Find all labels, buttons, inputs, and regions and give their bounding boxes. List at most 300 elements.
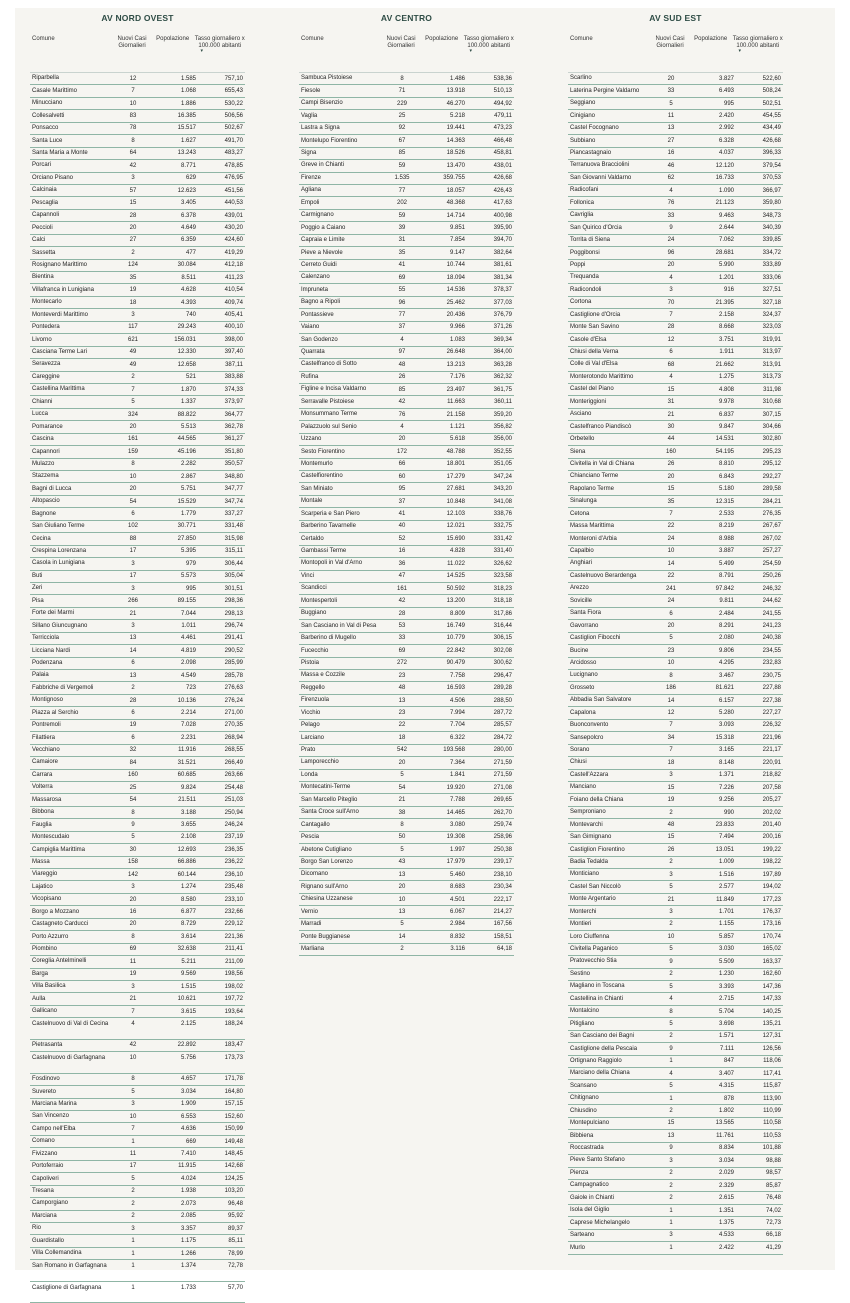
cell-nuovi-casi: 35 — [129, 274, 137, 281]
cell-popolazione: 9.851 — [449, 224, 465, 231]
cell-nuovi-casi: 3 — [669, 871, 673, 878]
cell-tasso: 236,22 — [224, 859, 243, 866]
cell-nuovi-casi: 3 — [131, 585, 135, 592]
cell-nuovi-casi: 17 — [129, 548, 137, 555]
cell-comune: Vernio — [301, 908, 319, 915]
cell-tasso: 483,27 — [224, 150, 243, 157]
cell-nuovi-casi: 35 — [667, 498, 675, 505]
table-row — [30, 272, 245, 284]
cell-comune: Lajatico — [32, 883, 53, 890]
cell-comune: San Giovanni Valdarno — [570, 174, 632, 181]
cell-comune: Gaiole in Chianti — [570, 1194, 615, 1201]
cell-popolazione: 4.636 — [180, 1126, 196, 1133]
cell-comune: Arcidosso — [570, 659, 597, 666]
cell-comune: Capalona — [570, 709, 596, 716]
cell-nuovi-casi: 69 — [129, 946, 137, 953]
cell-comune: Campagnatico — [570, 1182, 609, 1189]
cell-nuovi-casi: 26 — [398, 374, 406, 381]
header-nuovi-casi[interactable]: Nuovi Casi Giornalieri — [386, 36, 416, 49]
cell-nuovi-casi: 76 — [398, 411, 406, 418]
cell-tasso: 163,37 — [762, 958, 781, 965]
cell-tasso: 157,15 — [224, 1101, 243, 1108]
cell-popolazione: 2.282 — [180, 461, 196, 468]
cell-nuovi-casi: 161 — [396, 585, 407, 592]
cell-nuovi-casi: 70 — [667, 299, 675, 306]
table-row — [568, 981, 783, 993]
table-row — [299, 732, 514, 744]
cell-tasso: 289,58 — [762, 486, 781, 493]
header-tasso[interactable] — [194, 30, 245, 72]
cell-comune: Piombino — [32, 946, 58, 953]
table-row — [30, 247, 245, 259]
cell-nuovi-casi: 32 — [129, 747, 137, 754]
cell-popolazione: 30.084 — [177, 262, 196, 269]
table-row — [299, 309, 514, 321]
cell-tasso: 361,27 — [224, 436, 243, 443]
cell-nuovi-casi: 2 — [669, 921, 673, 928]
cell-popolazione: 15.529 — [177, 498, 196, 505]
cell-tasso: 239,17 — [493, 859, 512, 866]
cell-nuovi-casi: 21 — [667, 896, 675, 903]
cell-popolazione: 8.988 — [718, 535, 734, 542]
cell-comune: Camaiore — [32, 759, 59, 766]
cell-comune: Monte Argentario — [570, 896, 616, 903]
cell-popolazione: 48.368 — [446, 200, 465, 207]
cell-popolazione: 9.978 — [718, 399, 734, 406]
table-row — [299, 695, 514, 707]
cell-tasso: 296,47 — [493, 672, 512, 679]
cell-comune: Pratovecchio Stia — [570, 958, 617, 965]
cell-comune: Semproniano — [570, 809, 606, 816]
cell-nuovi-casi: 17 — [129, 573, 137, 580]
cell-tasso: 334,72 — [762, 249, 781, 256]
cell-comune: Civitella Paganico — [570, 946, 618, 953]
cell-nuovi-casi: 12 — [129, 75, 137, 82]
header-nuovi-casi[interactable]: Nuovi Casi Giornalieri — [655, 36, 685, 49]
cell-popolazione: 1.230 — [718, 971, 734, 978]
header-comune[interactable]: Comune — [32, 36, 55, 42]
cell-popolazione: 4.315 — [718, 1083, 734, 1090]
table-row — [299, 135, 514, 147]
cell-nuovi-casi: 3 — [131, 1225, 135, 1232]
table-row — [568, 1031, 783, 1043]
cell-popolazione: 50.592 — [446, 585, 465, 592]
cell-popolazione: 2.867 — [180, 473, 196, 480]
cell-nuovi-casi: 20 — [667, 473, 675, 480]
cell-tasso: 98,57 — [765, 1170, 781, 1177]
cell-nuovi-casi: 6 — [131, 660, 135, 667]
cell-comune: Lucca — [32, 411, 49, 418]
cell-tasso: 285,57 — [493, 722, 512, 729]
cell-nuovi-casi: 2 — [669, 1170, 673, 1177]
cell-comune: Asciano — [570, 411, 592, 418]
cell-nuovi-casi: 4 — [669, 996, 673, 1003]
cell-nuovi-casi: 33 — [667, 212, 675, 219]
cell-popolazione: 1.571 — [718, 1033, 734, 1040]
cell-nuovi-casi: 20 — [667, 622, 675, 629]
cell-tasso: 284,72 — [493, 734, 512, 741]
table-row — [568, 993, 783, 1005]
cell-comune: Pescaglia — [32, 199, 59, 206]
cell-tasso: 369,34 — [493, 336, 512, 343]
cell-tasso: 340,39 — [762, 224, 781, 231]
table-row — [30, 446, 245, 458]
table-row — [299, 409, 514, 421]
cell-comune: Casola in Lunigiana — [32, 560, 85, 567]
table-row — [30, 745, 245, 757]
cell-comune: San Marcello Piteglio — [301, 796, 358, 803]
cell-popolazione: 5.460 — [449, 871, 465, 878]
table-row — [30, 110, 245, 122]
cell-nuovi-casi: 34 — [667, 734, 675, 741]
cell-popolazione: 2.992 — [718, 125, 734, 132]
cell-tasso: 202,02 — [762, 809, 781, 816]
cell-comune: Montecarlo — [32, 299, 62, 306]
cell-tasso: 271,59 — [493, 759, 512, 766]
table-row — [299, 770, 514, 782]
cell-comune: Cetona — [570, 510, 590, 517]
sort-desc-icon[interactable]: ▾ — [469, 48, 472, 55]
cell-tasso: 235,48 — [224, 884, 243, 891]
cell-popolazione: 2.214 — [180, 710, 196, 717]
table-row — [299, 620, 514, 632]
cell-popolazione: 5.618 — [449, 436, 465, 443]
cell-comune: Sovicille — [570, 597, 593, 604]
cell-popolazione: 8.291 — [718, 622, 734, 629]
table-row — [30, 483, 245, 495]
cell-tasso: 148,45 — [224, 1151, 243, 1158]
cell-comune: Marradi — [301, 921, 322, 928]
table-row — [30, 794, 245, 806]
cell-nuovi-casi: 324 — [127, 411, 138, 418]
table-row — [568, 1018, 783, 1030]
header-comune[interactable]: Comune — [301, 36, 324, 42]
cell-comune: Filattiera — [32, 734, 56, 741]
sort-desc-icon[interactable]: ▾ — [200, 48, 203, 55]
cell-nuovi-casi: 5 — [131, 834, 135, 841]
cell-nuovi-casi: 1 — [669, 1244, 673, 1251]
table-row — [568, 309, 783, 321]
cell-nuovi-casi: 5 — [669, 100, 673, 107]
cell-nuovi-casi: 23 — [398, 710, 406, 717]
cell-popolazione: 2.577 — [718, 884, 734, 891]
cell-popolazione: 1.886 — [180, 100, 196, 107]
cell-popolazione: 6.328 — [718, 137, 734, 144]
table-row — [568, 807, 783, 819]
cell-comune: Camporgiano — [32, 1200, 69, 1207]
cell-popolazione: 359.755 — [443, 175, 465, 182]
cell-comune: Rufina — [301, 373, 319, 380]
cell-tasso: 201,40 — [762, 821, 781, 828]
table-row — [568, 620, 783, 632]
cell-nuovi-casi: 25 — [398, 113, 406, 120]
table-row — [299, 235, 514, 247]
table-row — [299, 210, 514, 222]
cell-nuovi-casi: 37 — [398, 498, 406, 505]
cell-comune: San Vincenzo — [32, 1113, 69, 1120]
cell-popolazione: 25.462 — [446, 299, 465, 306]
cell-comune: Orciano Pisano — [32, 174, 74, 181]
table-row — [299, 595, 514, 607]
cell-nuovi-casi: 5 — [131, 1088, 135, 1095]
table-row — [568, 1155, 783, 1167]
header-popolazione[interactable]: Popolazione — [425, 36, 459, 42]
table-row — [568, 919, 783, 931]
cell-comune: Massa e Cozzile — [301, 672, 346, 679]
cell-popolazione: 1.266 — [180, 1250, 196, 1257]
cell-popolazione: 9.847 — [718, 423, 734, 430]
cell-comune: Castellina Marittima — [32, 386, 85, 393]
cell-tasso: 323,58 — [493, 573, 512, 580]
cell-nuovi-casi: 9 — [669, 224, 673, 231]
cell-tasso: 338,76 — [493, 511, 512, 518]
cell-tasso: 115,87 — [763, 1083, 781, 1090]
cell-nuovi-casi: 4 — [400, 336, 404, 343]
cell-popolazione: 5.395 — [180, 548, 196, 555]
cell-popolazione: 12.330 — [177, 349, 196, 356]
cell-tasso: 118,06 — [763, 1058, 781, 1065]
cell-popolazione: 13.565 — [715, 1120, 734, 1127]
cell-tasso: 757,10 — [224, 75, 243, 82]
cell-comune: Barberino di Mugello — [301, 635, 357, 642]
table-row — [30, 770, 245, 782]
cell-tasso: 244,62 — [762, 598, 781, 605]
cell-popolazione: 3.751 — [718, 336, 734, 343]
cell-comune: San Giuliano Terme — [32, 523, 85, 530]
cell-nuovi-casi: 92 — [398, 125, 406, 132]
cell-comune: Pontedera — [32, 324, 60, 331]
cell-popolazione: 30.771 — [177, 523, 196, 530]
cell-popolazione: 979 — [185, 560, 196, 567]
cell-popolazione: 1.701 — [718, 909, 734, 916]
table-row — [568, 272, 783, 284]
table-row — [568, 459, 783, 471]
table-row — [568, 794, 783, 806]
cell-tasso: 458,81 — [493, 150, 512, 157]
cell-tasso: 197,72 — [224, 996, 243, 1003]
cell-comune: Pieve Santo Stefano — [570, 1157, 625, 1164]
cell-comune: Fivizzano — [32, 1150, 58, 1157]
cell-popolazione: 4.657 — [180, 1076, 196, 1083]
table-row — [299, 720, 514, 732]
table-row — [30, 1148, 245, 1160]
table-row — [299, 372, 514, 384]
cell-comune: Civitella in Val di Chiana — [570, 460, 635, 467]
table-row — [299, 173, 514, 185]
cell-comune: Monterchi — [570, 908, 597, 915]
cell-popolazione: 5.180 — [718, 486, 734, 493]
cell-popolazione: 8.809 — [449, 610, 465, 617]
table-row — [30, 309, 245, 321]
cell-popolazione: 14.465 — [446, 809, 465, 816]
cell-nuovi-casi: 2 — [669, 809, 673, 816]
cell-popolazione: 1.275 — [718, 374, 734, 381]
cell-tasso: 66,18 — [765, 1232, 781, 1239]
cell-tasso: 417,63 — [493, 200, 512, 207]
cell-nuovi-casi: 3 — [131, 560, 135, 567]
cell-nuovi-casi: 8 — [131, 809, 135, 816]
cell-comune: Gambassi Terme — [301, 548, 347, 555]
cell-popolazione: 9.806 — [718, 647, 734, 654]
cell-tasso: 276,35 — [762, 511, 781, 518]
table-row — [568, 1205, 783, 1217]
cell-tasso: 250,38 — [493, 846, 512, 853]
cell-comune: Quarrata — [301, 349, 325, 356]
cell-comune: Pomarance — [32, 423, 63, 430]
table-row — [30, 670, 245, 682]
cell-tasso: 323,03 — [762, 324, 781, 331]
sort-desc-icon[interactable]: ▾ — [738, 48, 741, 55]
table-row — [30, 135, 245, 147]
table-row — [568, 1143, 783, 1155]
cell-comune: Casciana Terme Lari — [32, 349, 87, 356]
header-popolazione[interactable]: Popolazione — [156, 36, 190, 42]
cell-nuovi-casi: 39 — [398, 224, 406, 231]
cell-popolazione: 10.744 — [446, 262, 465, 269]
cell-nuovi-casi: 7 — [131, 88, 135, 95]
cell-comune: Lamporecchio — [301, 759, 339, 766]
cell-popolazione: 7.410 — [180, 1151, 196, 1158]
cell-nuovi-casi: 41 — [398, 262, 406, 269]
cell-tasso: 76,48 — [765, 1195, 781, 1202]
header-comune[interactable]: Comune — [570, 36, 593, 42]
table-row — [568, 608, 783, 620]
cell-popolazione: 29.243 — [177, 324, 196, 331]
cell-popolazione: 17.979 — [446, 859, 465, 866]
cell-tasso: 177,23 — [762, 896, 781, 903]
table-row — [568, 160, 783, 172]
cell-nuovi-casi: 142 — [127, 871, 138, 878]
cell-tasso: 327,51 — [762, 287, 781, 294]
table-row — [30, 1260, 245, 1282]
cell-comune: Pistoia — [301, 659, 320, 666]
cell-tasso: 85,87 — [765, 1182, 781, 1189]
cell-popolazione: 4.628 — [180, 287, 196, 294]
cell-nuovi-casi: 22 — [667, 523, 675, 530]
cell-popolazione: 6.378 — [180, 212, 196, 219]
cell-popolazione: 22.892 — [177, 1042, 196, 1049]
cell-tasso: 101,88 — [762, 1145, 781, 1152]
header-tasso[interactable] — [463, 30, 514, 72]
cell-popolazione: 9.824 — [180, 784, 196, 791]
header-nuovi-casi[interactable]: Nuovi Casi Giornalieri — [117, 36, 147, 49]
table-row — [30, 1173, 245, 1185]
table-row — [299, 819, 514, 831]
cell-comune: San Quirico d'Orcia — [570, 224, 622, 231]
cell-nuovi-casi: 42 — [129, 162, 137, 169]
header-tasso[interactable] — [732, 30, 783, 72]
cell-comune: Cerreto Guidi — [301, 261, 337, 268]
cell-tasso: 95,92 — [227, 1213, 243, 1220]
cell-popolazione: 7.062 — [718, 237, 734, 244]
cell-nuovi-casi: 20 — [129, 423, 137, 430]
cell-nuovi-casi: 13 — [398, 697, 406, 704]
cell-tasso: 326,62 — [493, 560, 512, 567]
cell-comune: Altopascio — [32, 498, 60, 505]
cell-nuovi-casi: 43 — [398, 859, 406, 866]
cell-comune: Abbadia San Salvatore — [570, 697, 632, 704]
table-row — [30, 782, 245, 794]
table-row — [30, 1111, 245, 1123]
cell-comune: San Romano in Garfagnana — [32, 1263, 107, 1270]
cell-nuovi-casi: 23 — [398, 672, 406, 679]
cell-popolazione: 16.733 — [715, 175, 734, 182]
table-row — [30, 608, 245, 620]
cell-popolazione: 3.188 — [180, 809, 196, 816]
table-row — [299, 869, 514, 881]
cell-nuovi-casi: 62 — [667, 175, 675, 182]
cell-tasso: 171,78 — [224, 1076, 243, 1083]
table-row — [299, 645, 514, 657]
cell-tasso: 230,75 — [762, 672, 781, 679]
cell-comune: Chitignano — [570, 1095, 599, 1102]
cell-tasso: 149,48 — [224, 1138, 243, 1145]
cell-tasso: 362,78 — [224, 423, 243, 430]
table-row — [299, 297, 514, 309]
cell-tasso: 72,78 — [227, 1263, 243, 1270]
cell-popolazione: 5.990 — [718, 262, 734, 269]
cell-tasso: 313,91 — [762, 361, 781, 368]
cell-tasso: 64,18 — [496, 946, 512, 953]
cell-nuovi-casi: 102 — [127, 523, 138, 530]
table-row — [30, 372, 245, 384]
table-row — [568, 720, 783, 732]
cell-popolazione: 6.843 — [718, 473, 734, 480]
cell-comune: Dicomano — [301, 871, 329, 878]
cell-tasso: 295,12 — [762, 461, 781, 468]
cell-tasso: 167,56 — [493, 921, 512, 928]
cell-popolazione: 4.295 — [718, 660, 734, 667]
cell-popolazione: 995 — [185, 585, 196, 592]
header-tasso-label: Tasso giornaliero x 100.000 abitanti — [194, 36, 245, 49]
cell-nuovi-casi: 2 — [131, 685, 135, 692]
table-row — [30, 1282, 245, 1303]
cell-comune: Portoferraio — [32, 1163, 64, 1170]
cell-tasso: 300,62 — [493, 660, 512, 667]
cell-tasso: 439,01 — [224, 212, 243, 219]
cell-popolazione: 15.690 — [446, 535, 465, 542]
cell-popolazione: 4.501 — [449, 896, 465, 903]
table-row — [568, 645, 783, 657]
cell-comune: Zeri — [32, 585, 43, 592]
cell-popolazione: 14.714 — [446, 212, 465, 219]
table-row — [30, 757, 245, 769]
table-row — [299, 322, 514, 334]
table-row — [30, 85, 245, 97]
cell-popolazione: 1.515 — [180, 983, 196, 990]
cell-comune: Pitigliano — [570, 1020, 595, 1027]
table-row — [299, 583, 514, 595]
cell-tasso: 267,67 — [762, 523, 781, 530]
cell-popolazione: 4.828 — [449, 548, 465, 555]
cell-comune: Certaldo — [301, 535, 324, 542]
cell-popolazione: 1.486 — [449, 75, 465, 82]
cell-tasso: 110,58 — [763, 1120, 781, 1127]
table-row — [299, 247, 514, 259]
header-popolazione[interactable]: Popolazione — [694, 36, 728, 42]
cell-comune: Siena — [570, 448, 586, 455]
cell-nuovi-casi: 59 — [398, 162, 406, 169]
cell-popolazione: 1.083 — [449, 336, 465, 343]
table-row — [568, 857, 783, 869]
cell-popolazione: 3.116 — [450, 946, 465, 953]
table-row — [30, 682, 245, 694]
cell-tasso: 240,38 — [762, 635, 781, 642]
cell-popolazione: 4.549 — [180, 672, 196, 679]
cell-nuovi-casi: 20 — [398, 436, 406, 443]
cell-popolazione: 89.155 — [177, 598, 196, 605]
cell-popolazione: 1.870 — [180, 386, 196, 393]
